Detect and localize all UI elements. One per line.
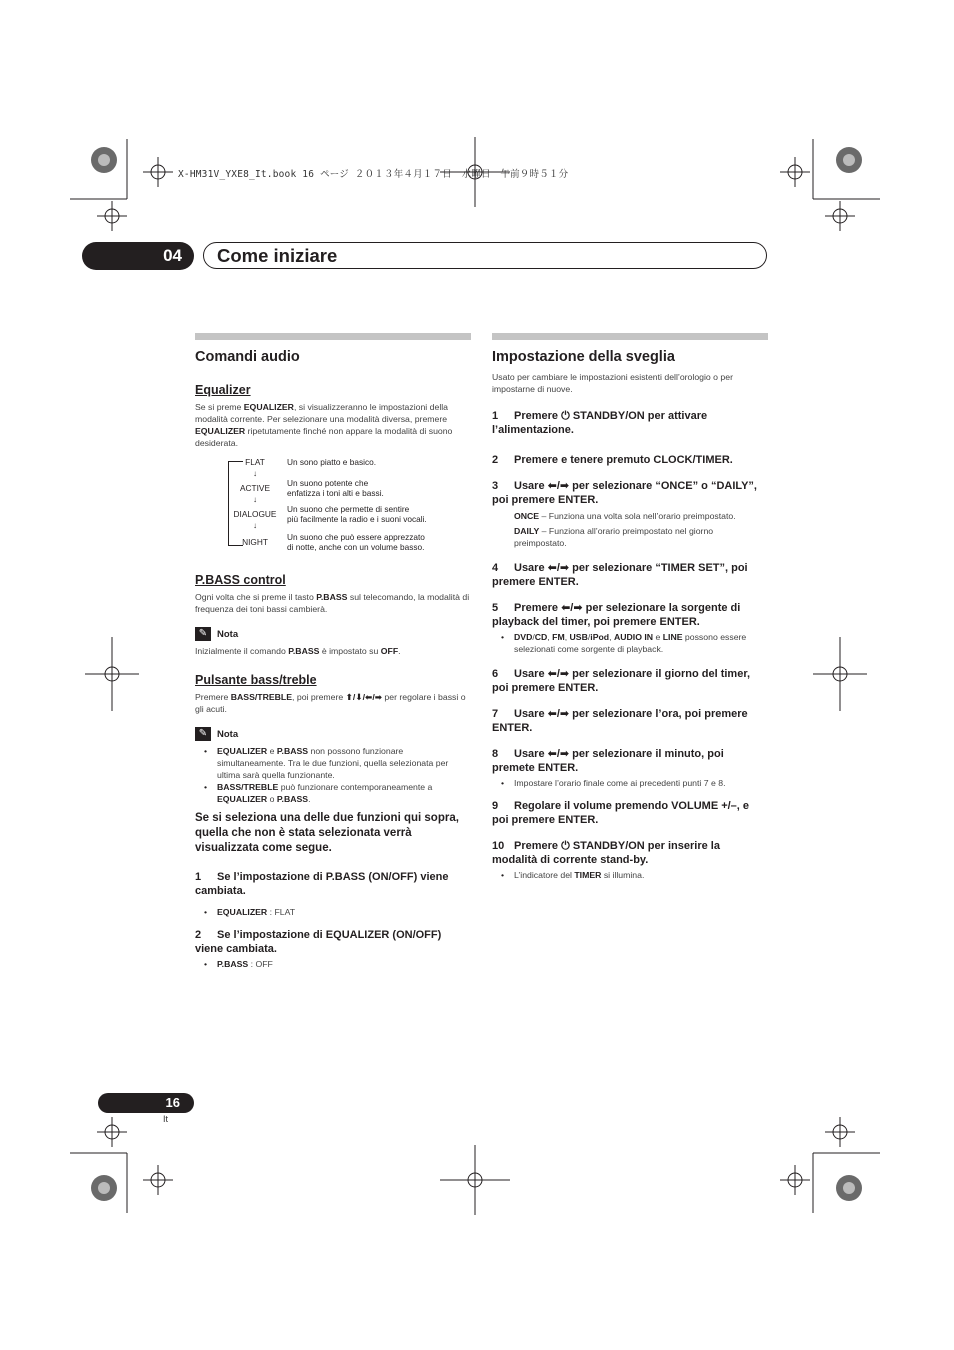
list-item: • EQUALIZER : FLAT [217, 906, 471, 918]
eq-mode-flat: FLAT [245, 457, 265, 467]
step: 2 Premere e tenere premuto CLOCK/TIMER. [492, 454, 733, 466]
list-item: • DVD/CD, FM, USB/iPod, AUDIO IN e LINE possono essere selezionati come sorgente di playback. [514, 631, 768, 655]
section-bar [492, 333, 768, 340]
eq-mode-dialogue: DIALOGUE [233, 509, 277, 519]
page-number: 16 [98, 1093, 194, 1113]
step-bullets [492, 869, 768, 881]
step: 1 Se l’impostazione di P.BASS (ON/OFF) viene cambiata. [195, 871, 449, 897]
step-bullets [195, 906, 471, 918]
note-pen-icon: ✎ [195, 627, 211, 641]
step: 2 Se l’impostazione di EQUALIZER (ON/OFF) viene cambiata. [195, 929, 442, 955]
step-bullets [492, 631, 768, 655]
language-code: It [163, 1114, 169, 1124]
equalizer-heading: Equalizer [195, 383, 251, 397]
eq-desc-dialogue: Un suono che permette di sentire più facilmente la radio e i suoni vocali. [287, 504, 427, 524]
eq-mode-active: ACTIVE [240, 483, 270, 493]
note-label: Nota [217, 728, 239, 740]
note-header [195, 627, 471, 641]
note-header [195, 727, 471, 741]
equalizer-text: Se si preme EQUALIZER, si visualizzeranno le impostazioni della modalità corrente. Per selezionare una modalità diversa, premere EQUALIZER ripetutamente finché non appare la modalità di suono desiderata. [195, 402, 453, 448]
bass-treble-text: Premere BASS/TREBLE, poi premere ⬆/⬇/⬅/➡ per regolare i bassi o gli acuti. [195, 692, 466, 714]
list-item: • Impostare l’orario finale come ai precedenti punti 7 e 8. [514, 777, 768, 789]
step: 6 Usare ⬅/➡ per selezionare il giorno del timer, poi premere ENTER. [492, 668, 751, 694]
step: 3 Usare ⬅/➡ per selezionare “ONCE” o “DAILY”, poi premere ENTER. [492, 480, 757, 506]
note-label: Nota [217, 628, 239, 640]
chapter-number: 04 [82, 242, 194, 270]
right-column [492, 333, 768, 881]
step: 10 Premere ⏻ STANDBY/ON per inserire la modalità di corrente stand-by. [492, 840, 720, 866]
step: 5 Premere ⬅/➡ per selezionare la sorgente di playback del timer, poi premere ENTER. [492, 602, 741, 628]
step-sub-once: ONCE – Funziona una volta sola nell’orario preimpostato. [514, 511, 736, 521]
arrow-icon: ↓ [253, 495, 257, 504]
note-pen-icon: ✎ [195, 727, 211, 741]
arrow-icon: ↓ [253, 521, 257, 530]
bass-treble-heading: Pulsante bass/treble [195, 673, 317, 687]
list-item: • BASS/TREBLE può funzionare contemporaneamente a EQUALIZER o P.BASS. [217, 781, 471, 805]
step-bullets [195, 958, 471, 970]
pbass-text: Ogni volta che si preme il tasto P.BASS sul telecomando, la modalità di frequenza dei toni bassi cambierà. [195, 592, 470, 614]
step-bullets [492, 777, 768, 789]
pbass-heading: P.BASS control [195, 573, 286, 587]
arrow-icon: ↓ [253, 469, 257, 478]
list-item: • P.BASS : OFF [217, 958, 471, 970]
bass-treble-notes [195, 745, 471, 805]
chapter-title: Come iniziare [217, 245, 338, 266]
book-file-line: X-HM31V_YXE8_It.book 16 ページ ２０１３年４月１７日 水曜日 午前９時５１分 [178, 169, 569, 180]
section-title-alarm: Impostazione della sveglia [492, 349, 675, 365]
selection-note: Se si seleziona una delle due funzioni qui sopra, quella che non è stata selezionata verrà visualizzata come segue. [195, 812, 459, 854]
equalizer-diagram [195, 457, 471, 557]
step: 4 Usare ⬅/➡ per selezionare “TIMER SET”, poi premere ENTER. [492, 562, 748, 588]
section-title-audio: Comandi audio [195, 349, 300, 365]
pbass-note: Inizialmente il comando P.BASS è impostato su OFF. [195, 646, 401, 656]
step: 9 Regolare il volume premendo VOLUME +/–, e poi premere ENTER. [492, 800, 750, 826]
eq-desc-active: Un suono potente che enfatizza i toni alti e bassi. [287, 478, 384, 498]
step: 8 Usare ⬅/➡ per selezionare il minuto, poi premete ENTER. [492, 748, 724, 774]
eq-mode-night: NIGHT [242, 537, 268, 547]
step: 7 Usare ⬅/➡ per selezionare l’ora, poi premere ENTER. [492, 708, 748, 734]
eq-desc-flat: Un sono piatto e basico. [287, 457, 377, 467]
left-column [195, 333, 471, 970]
step-sub-daily: DAILY – Funziona all’orario preimpostato nel giorno preimpostato. [514, 526, 714, 548]
alarm-intro: Usato per cambiare le impostazioni esistenti dell’orologio o per impostarne di nuove. [492, 372, 733, 394]
step: 1 Premere ⏻ STANDBY/ON per attivare l’alimentazione. [492, 410, 708, 436]
list-item: • EQUALIZER e P.BASS non possono funzionare simultaneamente. Tra le due funzioni, quella selezionata per ultima sarà quella funzionante. [217, 745, 471, 781]
eq-desc-night: Un suono che può essere apprezzato di notte, anche con un volume basso. [287, 532, 425, 552]
list-item: • L’indicatore del TIMER si illumina. [514, 869, 768, 881]
section-bar [195, 333, 471, 340]
